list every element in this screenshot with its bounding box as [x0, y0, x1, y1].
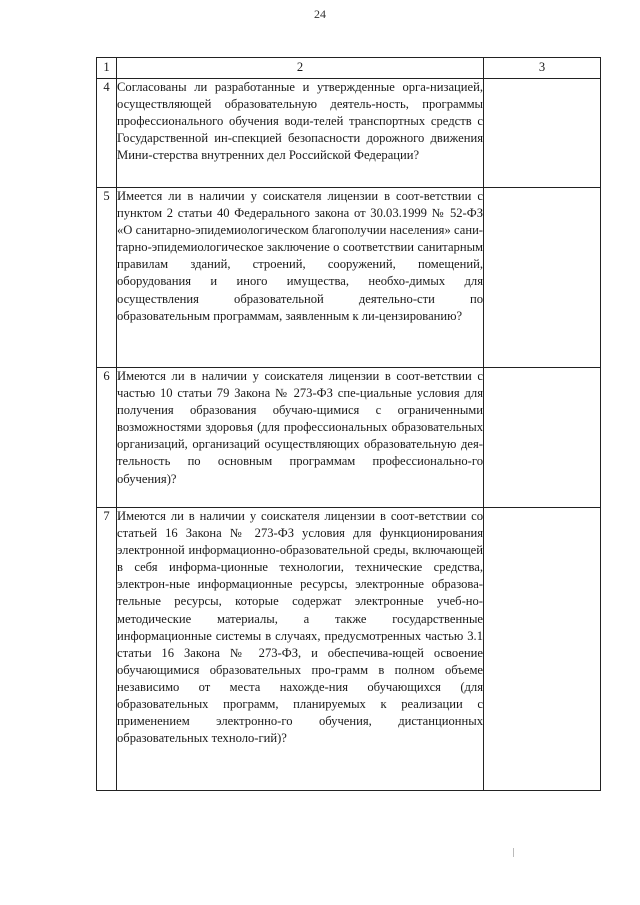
row-number: 5: [97, 188, 117, 368]
row-number: 7: [97, 508, 117, 791]
answer-cell[interactable]: [484, 368, 601, 508]
question-text: Имеются ли в наличии у соискателя лицензии в соот-ветствии со статьей 16 Закона № 273-ФЗ условия для функционирования электронной информационно-образовательной среды, включающей в себя информа-ционные технологии, технические средства, электрон-ные информационные ресурсы, электронные образова-тельные ресурсы, которые содержат электронные учеб-но-методические материалы, а также государственные информационные системы в случаях, предусмотренных частью 3.1 статьи 16 Закона № 273-ФЗ, и обеспечива-ющей освоение обучающимися образовательных про-грамм в полном объеме независимо от места нахожде-ния обучающихся (для образовательных программ, планируемых к реализации с применением электронно-го обучения, дистанционных образовательных техноло-гий)?: [117, 508, 484, 791]
scan-artifact: [513, 848, 514, 857]
question-text: Имеется ли в наличии у соискателя лицензии в соот-ветствии с пунктом 2 статьи 40 Федерального закона от 30.03.1999 № 52-ФЗ «О санитарно-эпидемиологическом благополучии населения» сани-тарно-эпидемиологическое заключение о соответствии санитарным правилам зданий, строений, сооружений, помещений, оборудования и иного имущества, необхо-димых для осуществления образовательной деятельно-сти по образовательным программам, заявленным к ли-цензированию?: [117, 188, 484, 368]
question-text: Имеются ли в наличии у соискателя лицензии в соот-ветствии с частью 10 статьи 79 Закона № 273-ФЗ спе-циальные условия для получения образования обучаю-щимися с ограниченными возможностями здоровья (для профессиональных образовательных организаций, организаций осуществляющих образовательную дея-тельность по основным программам профессионально-го обучения)?: [117, 368, 484, 508]
checklist-table: [96, 57, 601, 791]
answer-cell[interactable]: [484, 508, 601, 791]
table-row: [97, 508, 601, 791]
column-header-number: 1: [97, 58, 117, 79]
table-header-row: [97, 58, 601, 79]
answer-cell[interactable]: [484, 79, 601, 188]
row-number: 6: [97, 368, 117, 508]
answer-cell[interactable]: [484, 188, 601, 368]
column-header-answer: 3: [484, 58, 601, 79]
page-number: 24: [314, 7, 326, 21]
column-header-question: 2: [117, 58, 484, 79]
table-row: [97, 368, 601, 508]
row-number: 4: [97, 79, 117, 188]
question-text: Согласованы ли разработанные и утвержденные орга-низацией, осуществляющей образовательную деятель-ность, программы профессионального обучения води-телей транспортных средств с Государственной ин-спекцией безопасности дорожного движения Мини-стерства внутренних дел Российской Федерации?: [117, 79, 484, 188]
table-row: [97, 188, 601, 368]
table-row: [97, 79, 601, 188]
